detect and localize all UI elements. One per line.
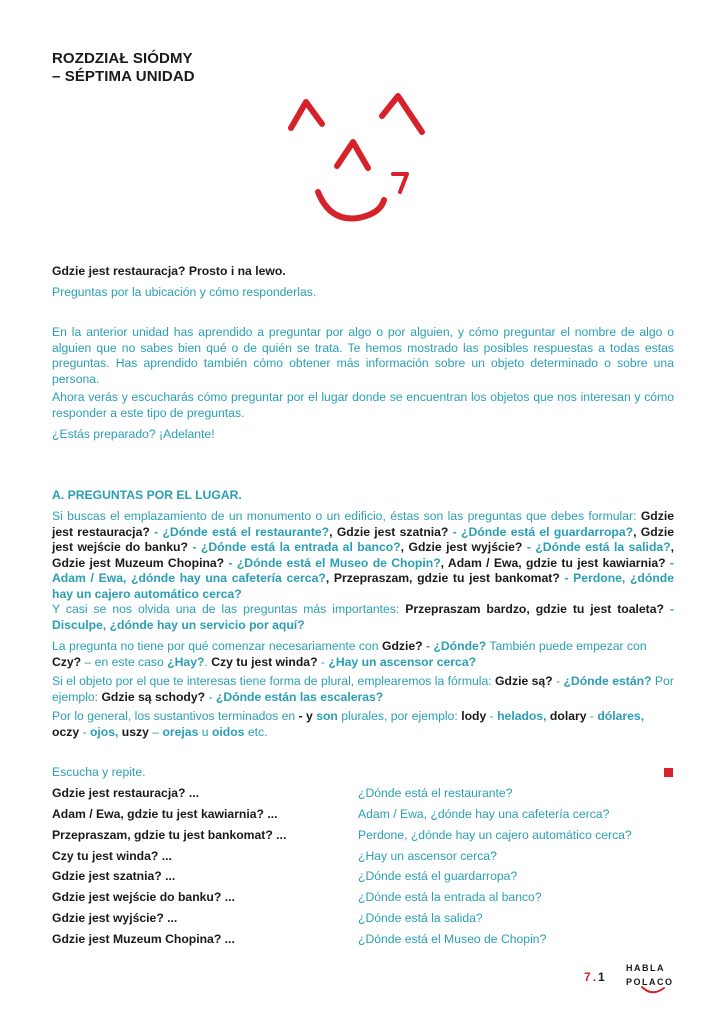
chapter-title-line1: ROZDZIAŁ SIÓDMY (52, 50, 193, 67)
section-a-paragraph-1: Si buscas el emplazamiento de un monumento o un edificio, éstas son las preguntas que debes formular: Gdzie jest restauracja? - ¿Dónde está el restaurante?, Gdzie jest szatnia? - ¿Dónde está el guardarropa?, Gdzie jest wejście do banku? - ¿Dónde está la entrada al banco?, Gdzie jest wyjście? - ¿Dónde está la salida?, Gdzie jest Muzeum Chopina? - ¿Dónde está el Museo de Chopin?, Adam / Ewa, gdzie tu jest kawiarnia? - Adam / Ewa, ¿dónde hay una cafetería cerca?, Przepraszam, gdzie tu jest bankomat? - Perdone, ¿dónde hay un cajero automático cerca? (52, 509, 674, 601)
nose-icon (337, 142, 368, 168)
right-eyebrow-icon (382, 96, 422, 132)
page: ROZDZIAŁ SIÓDMY – SÉPTIMA UNIDAD Gdzie jest restauracja? Prosto i na lewo. Preguntas por la ubicación y cómo responderlas. En la anterior unidad has aprendido a preguntar por algo o por alguien, y cómo preguntar el nombre de algo o alguien que no sabes bien qué o de quién se trata. Te hemos mostrado las posibles respuestas a todas estas preguntas. Has aprendido también cómo obtener más información sobre un objeto determinado o sobre una persona. Ahora verás y escucharás cómo preguntar por el lugar donde se encuentran los objetos que nos interesan y cómo responder a este tipo de preguntas. ¿Estás preparado? ¡Adelante! A. PREGUNTAS POR EL LUGAR. Si buscas el emplazamiento de un monumento o un edificio, éstas son las preguntas que debes formular: Gdzie jest restauracja? - ¿Dónde está el restaurante?, Gdzie jest szatnia? - ¿Dónde está el guardarropa?, Gdzie jest wejście do banku? - ¿Dónde está la entrada al banco?, Gdzie jest wyjście? - ¿Dónde está la salida?, Gdzie jest Muzeum Chopina? - ¿Dónde está el Museo de Chopin?, Adam / Ewa, gdzie tu jest kawiarnia? - Adam / Ewa, ¿dónde hay una cafetería cerca?, Przepraszam, gdzie tu jest bankomat? - Perdone, ¿dónde hay un cajero automático cerca? Y casi se nos olvida una de las preguntas más importantes: Przepraszam bardzo, gdzie tu jest toaleta? - Disculpe, ¿dónde hay un servicio por aquí? La pregunta no tiene por qué comenzar necesariamente con Gdzie? - ¿Dónde? También puede empezar con Czy? – en este caso ¿Hay?. Czy tu jest winda? - ¿Hay un ascensor cerca? Si el objeto por el que te interesas tiene forma de plural, emplearemos la fórmula: Gdzie są? - ¿Dónde están? Por ejemplo: Gdzie są schody? - ¿Dónde están las escaleras? Por lo general, los sustantivos terminados en - y son plurales, por ejemplo: lody - helados, dolary - dólares, oczy - ojos, uszy – orejas u oidos etc. Escucha y repite. Gdzie jest restauracja? ... ¿Dónde está el restaurante? Adam / Ewa, gdzie tu jest kawiarnia? ... Adam / Ewa, ¿dónde hay una cafetería cerca? Przepraszam, gdzie tu jest bankomat? ... Perdone, ¿dónde hay un cajero automático cerca? Czy tu jest winda? ... ¿Hay un ascensor cerca? Gdzie jest szatnia? ... ¿Dónde está el guardarropa? Gdzie jest wejście do banku? ... ¿Dónde está la entrada al banco? Gdzie jest wyjście? ... ¿Dónde está la salida? Gdzie jest Muzeum Chopina? ... ¿Dónde está el Museo de Chopin? 7 . 1 HABLA POLACO (0, 0, 725, 1024)
section-a-heading: A. PREGUNTAS POR EL LUGAR. (52, 488, 242, 502)
audio-marker-icon[interactable] (664, 768, 673, 777)
habla-polaco-logo (622, 955, 682, 999)
chapter-title-line2: – SÉPTIMA UNIDAD (52, 68, 195, 85)
listen-heading: Escucha y repite. (52, 765, 146, 779)
page-number: 7 . 1 (584, 970, 605, 984)
left-eyebrow-icon (291, 102, 322, 128)
svg-text:HABLA: HABLA (626, 963, 665, 973)
section-a-paragraph-3: La pregunta no tiene por qué comenzar necesariamente con Gdzie? - ¿Dónde? También puede empezar con Czy? – en este caso ¿Hay?. Czy tu jest winda? - ¿Hay un ascensor cerca? (52, 639, 647, 669)
svg-text:POLACO: POLACO (626, 977, 674, 987)
section-a-paragraph-5: Por lo general, los sustantivos terminados en - y son plurales, por ejemplo: lody - helados, dolary - dólares, oczy - ojos, uszy – orejas u oidos etc. (52, 709, 645, 739)
intro-paragraph-2: Ahora verás y escucharás cómo preguntar por el lugar donde se encuentran los objetos que nos interesan y cómo responder a este tipo de preguntas. (52, 390, 674, 420)
intro-paragraph-3: ¿Estás preparado? ¡Adelante! (52, 427, 215, 441)
seven-mark-icon (393, 174, 407, 192)
section-a-paragraph-4: Si el objeto por el que te interesas tiene forma de plural, emplearemos la fórmula: Gdzie są? - ¿Dónde están? Por ejemplo: Gdzie są schody? - ¿Dónde están las escaleras? (52, 674, 674, 704)
chapter-title (52, 50, 195, 86)
mouth-icon (318, 192, 384, 218)
intro-subheading: Preguntas por la ubicación y cómo responderlas. (52, 285, 317, 299)
intro-heading: Gdzie jest restauracja? Prosto i na lewo. (52, 264, 286, 278)
smiley-face-logo (280, 88, 430, 230)
intro-paragraph-1: En la anterior unidad has aprendido a preguntar por algo o por alguien, y cómo preguntar el nombre de algo o alguien que no sabes bien qué o de quién se trata. Te hemos mostrado las posibles respuestas a todas estas preguntas. Has aprendido también cómo obtener más información sobre un objeto determinado o sobre una persona. (52, 325, 674, 386)
section-a-paragraph-2: Y casi se nos olvida una de las preguntas más importantes: Przepraszam bardzo, gdzie tu jest toaleta? - Disculpe, ¿dónde hay un servicio por aquí? (52, 602, 674, 632)
